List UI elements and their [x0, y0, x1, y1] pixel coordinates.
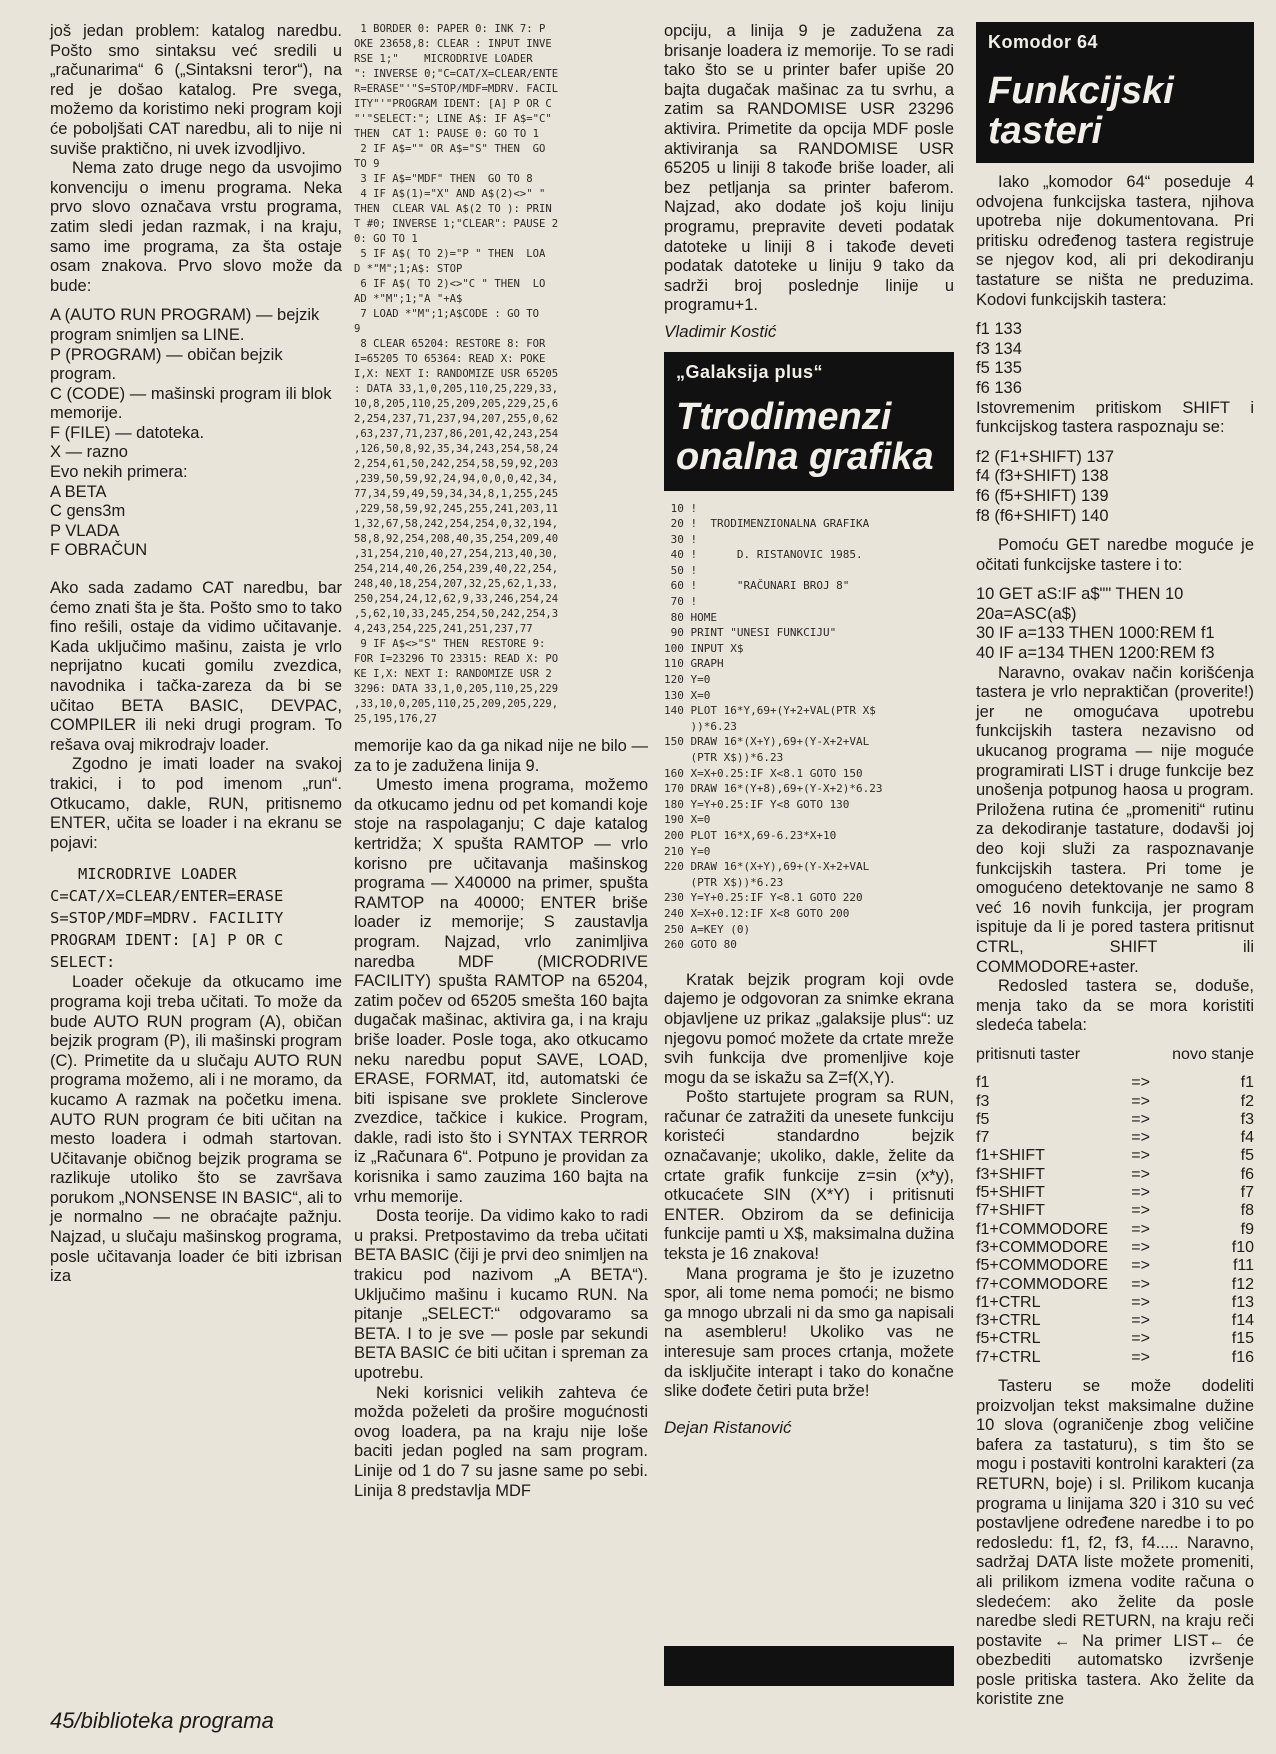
paragraph: Istovremenim pritiskom SHIFT i funkcijskog tastera raspoznaju se: [976, 398, 1254, 437]
table-row: f3 => f2 [976, 1092, 1254, 1110]
type-item: F (FILE) — datoteka. [50, 423, 205, 442]
table-row: f5+COMMODORE => f11 [976, 1257, 1254, 1275]
paragraph: opciju, a linija 9 je zadužena za brisanje loadera iz memorije. To se radi tako što se u printer bafer upiše 20 bajta dugačak mašinac za tu svrhu, a zatim sa RANDOMISE USR 23296 aktivira. Primetite da opcija MDF posle aktiviranja sa RANDOMISE USR 65205 u liniji 8 takođe briše loader, ali bez petljanja sa printer baferom. Najzad, ako dodate još koju liniju programu, prepravite deveti podatak datoteke u liniji 8 i takođe deveti podatak datoteke u liniju 9 tako da sadrži broj poslednje linije u programu+1. [664, 22, 954, 315]
paragraph: Mana programa je što je izuzetno spor, ali tome nema pomoći; ne bismo ga mnogo ubrzali ni da smo ga napisali na asembleru! Ukoliko vas ne interesuje sam proces crtanja, možete da isključite interapt i tako do konačne slike dođete četiri puta brže! [664, 1264, 954, 1401]
table-header: novo stanje [1172, 1045, 1254, 1063]
table-row: f5+CTRL => f15 [976, 1330, 1254, 1348]
banner-kicker: Komodor 64 [988, 32, 1099, 52]
paragraph: Tasteru se može dodeliti proizvoljan tekst maksimalne dužine 10 slova (ograničenje zbog veličine bafera za tastaturu), s tim što se mogu i postaviti kontrolni karakteri (za RETURN, boje) i sl. Prilikom kucanja programa u linijama 320 i 310 su već postavljene određene naredbe i to po redosledu: f1, f2, f3, f4..... Naravno, sadržaj DATA liste možete promeniti, ali prilikom izmena vodite računa o sledećem: ako želite da posle naredbe sledi RETURN, na kraju reči postavite ← Na primer LIST← će obezbediti automatsko izvršenje posle pritiska tastera. Ako želite da koristite zne [976, 1376, 1254, 1709]
column-4 [976, 22, 1254, 1710]
loader-listing: 1 BORDER 0: PAPER 0: INK 7: P OKE 23658,8: CLEAR : INPUT INVE RSE 1;" MICRODRIVE LOADER ": INVERSE 0;"C=CAT/X=CLEAR/ENTE R=ERASE"'"S=STOP/MDF=MDRV. FACIL ITY"'"PROGRAM IDENT: [A] P OR C "'"SELECT:"; LINE A$: IF A$="C" THEN CAT 1: PAUSE 0: GO TO 1 2 IF A$="" OR A$="S" THEN GO TO 9 3 IF A$="MDF" THEN GO TO 8 4 IF A$(1)="X" AND A$(2)<>" " THEN CLEAR VAL A$(2 TO ): PRIN T #0; INVERSE 1;"CLEAR": PAUSE 2 0: GO TO 1 5 IF A$( TO 2)="P " THEN LOA D *"M";1;A$: STOP 6 IF A$( TO 2)<>"C " THEN LO AD *"M";1;"A "+A$ 7 LOAD *"M";1;A$CODE : GO TO 9 8 CLEAR 65204: RESTORE 8: FOR I=65205 TO 65364: READ X: POKE I,X: NEXT I: RANDOMIZE USR 65205 : DATA 33,1,0,205,110,25,229,33, 10,8,205,110,25,209,205,229,25,6 2,254,237,71,237,94,207,255,0,62 ,63,237,71,237,86,201,42,243,254 ,126,50,8,92,35,34,243,254,58,24 2,254,61,50,242,254,58,59,92,203 ,239,50,59,92,24,94,0,0,0,42,34, 77,34,59,49,59,34,34,8,1,255,245 ,229,58,59,92,245,255,241,203,11 1,32,67,58,242,254,254,0,32,194, 58,8,92,254,208,40,35,254,209,40 ,31,254,210,40,27,254,213,40,30, 254,214,40,26,254,239,40,22,254, 248,40,18,254,207,32,25,62,1,33, 250,254,24,12,62,9,33,246,254,24 ,5,62,10,33,245,254,50,242,254,3 4,243,254,225,241,251,237,77 9 IF A$<>"S" THEN RESTORE 9: FOR I=23296 TO 23315: READ X: PO KE I,X: NEXT I: RANDOMIZE USR 2 3296: DATA 33,1,0,205,110,25,229 ,33,10,0,205,110,25,209,205,229, 25,195,176,27 [354, 23, 559, 725]
table-header: pritisnuti taster [976, 1045, 1081, 1063]
example-item: A BETA [50, 482, 107, 501]
intro-paragraph: još jedan problem: katalog naredbu. Pošto smo sintaksu već sredili u „računarima“ 6 („Sintaksni teror“), na red je došao katalog. Pre svega, možemo da koristimo neki program koji će poboljšati CAT naredbu, ali to nije ni suviše praktično, ni uvek izvodljivo. [50, 22, 342, 158]
paragraph: Nema zato druge nego da usvojimo konvenciju o imenu programa. Neka prvo slovo označava vrstu programa, zatim sledi jedan razmak, i na kraju, samo ime programa, za šta ostaje osam znakova. Prvo slovo može da bude: [50, 159, 342, 295]
table-row: f1 => f1 [976, 1074, 1254, 1092]
paragraph: Ako sada zadamo CAT naredbu, bar ćemo znati šta je šta. Pošto smo to tako fino rešili, ostaje da vidimo učitavanje. Kada uključimo mašinu, zaista je vrlo neprijatno kucati gomilu zvezdica, navodnika i tačka-zareza da bi se učitao BETA BASIC, DEVPAC, COMPILER ili neki drugi program. To rešava ovaj mikrodrajv loader. [50, 579, 342, 754]
code-item: f3 134 [976, 339, 1022, 358]
code-item: f4 (f3+SHIFT) 138 [976, 467, 1109, 486]
type-item: X — razno [50, 443, 128, 462]
code-line: 10 GET aS:IF a$"" THEN 10 [976, 585, 1184, 604]
decorative-black-bar [664, 1646, 954, 1686]
graphics-listing: 10 ! 20 ! TRODIMENZIONALNA GRAFIKA 30 ! 40 ! D. RISTANOVIC 1985. 50 ! 60 ! "RAČUNARI BROJ 8" 70 ! 80 HOME 90 PRINT "UNESI FUNKCIJU" 100 INPUT X$ 110 GRAPH 120 Y=0 130 X=0 140 PLOT 16*Y,69+(Y+2+VAL(PTR X$ ))*6.23 150 DRAW 16*(X+Y),69+(Y-X+2+VAL (PTR X$))*6.23 160 X=X+0.25:IF X<8.1 GOTO 150 170 DRAW 16*(Y+8),69+(Y-X+2)*6.23 180 Y=Y+0.25:IF Y<8 GOTO 130 190 X=0 200 PLOT 16*X,69-6.23*X+10 210 Y=0 220 DRAW 16*(X+Y),69+(Y-X+2+VAL (PTR X$))*6.23 230 Y=Y+0.25:IF Y<8.1 GOTO 220 240 X=X+0.12:IF X<8 GOTO 200 250 A=KEY (0) 260 GOTO 80 [664, 501, 883, 952]
paragraph: Pomoću GET naredbe moguće je očitati funkcijske tastere i to: [976, 536, 1254, 574]
type-item: A (AUTO RUN PROGRAM) — bejzik program snimljen sa LINE. [50, 306, 320, 344]
table-row: f7+COMMODORE => f12 [976, 1275, 1254, 1293]
article-banner-komodor [976, 22, 1254, 163]
table-row: f1+CTRL => f13 [976, 1293, 1254, 1311]
type-item: P (PROGRAM) — običan bejzik program. [50, 345, 283, 384]
column-3 [664, 22, 954, 1437]
example-item: C gens3m [50, 502, 126, 521]
screen-line: C=CAT/X=CLEAR/ENTER=ERASE [50, 887, 284, 906]
table-row: f7+CTRL => f16 [976, 1348, 1254, 1366]
paragraph: Neki korisnici velikih zahteva će možda poželeti da prošire mogućnosti ovog loadera, pa na kraju nije loše baciti jedan pogled na sam program. Linije od 1 do 7 su jasne same po sebi. Linija 8 predstavlja MDF [354, 1383, 648, 1500]
table-row: f3+COMMODORE => f10 [976, 1238, 1254, 1256]
paragraph: Loader očekuje da otkucamo ime programa koji treba učitati. To može da bude AUTO RUN program (A), običan bejzik program (P), ili mašinski program (C). Primetite da u slučaju AUTO RUN programa možemo, ali i ne moramo, da kucamo A razmak na početku imena. AUTO RUN program će biti učitan na mesto loadera i odmah startovan. Učitavanje običnog bejzik programa se razlikuje utoliko što se završava porukom „NONSENSE IN BASIC“, ali to je normalno — ne obraćajte pažnju. Najzad, u slučaju mašinskog programa, posle učitavanja loader će biti izbrisan iza [50, 973, 342, 1286]
code-item: f1 133 [976, 320, 1022, 339]
column-1 [50, 22, 342, 1287]
table-row: f7 => f4 [976, 1129, 1254, 1147]
author-byline: Vladimir Kostić [664, 321, 777, 341]
type-item: C (CODE) — mašinski program ili blok memorije. [50, 384, 332, 423]
example-item: F OBRAČUN [50, 541, 148, 560]
table-row: f1+COMMODORE => f9 [976, 1220, 1254, 1238]
screen-line: S=STOP/MDF=MDRV. FACILITY [50, 909, 284, 928]
paragraph: Redosled tastera se, doduše, menja tako da se mora koristiti sledeća tabela: [976, 977, 1254, 1035]
paragraph: Naravno, ovakav način korišćenja tastera je vrlo nepraktičan (proverite!) jer ne omogućava upotrebu funkcijskih tastera nezavisno od ukucanog programa — nije moguće programirati LIST i druge funkcije bez unošenja potpunog haosa u program. Priložena rutina će „promeniti“ rutinu za dekodiranje tastature, dodavši joj deo koji služi za raspoznavanje funkcijskih tastera. Pri tome je omogućeno detektovanje ne samo 8 već 16 novih funkcija, jer program ispituje da li je pored tastera pritisnut CTRL, SHIFT ili COMMODORE+aster. [976, 663, 1254, 976]
code-item: f5 135 [976, 359, 1022, 378]
code-line: 20a=ASC(a$) [976, 604, 1077, 623]
author-byline: Dejan Ristanović [664, 1417, 792, 1437]
paragraph: Zgodno je imati loader na svakoj trakici, i to pod imenom „run“. Otkucamo, dakle, RUN, pritisnemo ENTER, učita se loader i na ekranu se pojavi: [50, 755, 342, 852]
screen-line: SELECT: [50, 953, 116, 972]
paragraph: Umesto imena programa, možemo da otkucamo jednu od pet komandi koje stoje na raspolaganju; C daje katalog kertridža; X spušta RAMTOP — vrlo korisno pre učitavanja mašinskog programa — X40000 na primer, spušta RAMTOP na 40000; ENTER briše loader iz memorije; S zaustavlja program. Najzad, vrlo zanimljiva naredba MDF (MICRODRIVE FACILITY) spušta RAMTOP na 65204, zatim počev od 65205 smešta 160 bajta dugačak mašinac, aktivira ga, i na kraju briše loader. Posle toga, ako otkucamo neku naredbu poput SAVE, LOAD, ERASE, FORMAT, itd, automatski će biti ispisane sve proklete Sinclerove zvezdice, tačkice i kukice. Program, dakle, radi isto što i SYNTAX TERROR iz „Računara 6“. Potpuno je providan za korisnika i samo zauzima 160 bajta na vrhu memorije. [354, 776, 648, 1206]
example-item: P VLADA [50, 521, 120, 540]
code-item: f6 (f5+SHIFT) 139 [976, 486, 1109, 505]
banner-headline: Funkcijski tasteri [988, 70, 1174, 152]
code-item: f2 (F1+SHIFT) 137 [976, 447, 1115, 466]
table-row: f5+SHIFT => f7 [976, 1184, 1254, 1202]
paragraph: Kratak bejzik program koji ovde dajemo je odgovoran za snimke ekrana objavljene uz prikaz „galaksije plus“: uz njegovu pomoć možete da crtate mreže svih funkcija dve promenljive koje mogu da se iskažu sa Z=f(X,Y). [664, 970, 954, 1087]
paragraph: memorije kao da ga nikad nije ne bilo — za to je zadužena linija 9. [354, 737, 648, 775]
page-footer: 45/biblioteka programa [50, 1708, 274, 1733]
screen-line: PROGRAM IDENT: [A] P OR C [50, 931, 284, 950]
code-line: 30 IF a=133 THEN 1000:REM f1 [976, 624, 1215, 643]
article-banner-galaksija [664, 352, 954, 491]
table-row: f1+SHIFT => f5 [976, 1147, 1254, 1165]
code-item: f8 (f6+SHIFT) 140 [976, 506, 1109, 525]
screen-line: MICRODRIVE LOADER [50, 865, 237, 884]
paragraph: Dosta teorije. Da vidimo kako to radi u praksi. Pretpostavimo da treba učitati BETA BASIC (čiji je prvi deo snimljen na trakicu pod nazivom „A BETA“). Uključimo mašinu i kucamo RUN. Na pitanje „SELECT:“ odgovaramo sa BETA. I to je sve — posle par sekundi BETA BASIC će biti učitan i spreman za upotrebu. [354, 1207, 648, 1382]
table-header-row [976, 1046, 1254, 1064]
paragraph: Pošto startujete program sa RUN, računar će zatražiti da unesete funkciju koristeći standardno bejzik označavanje; ukoliko, dakle, želite da crtate grafik funkcije z=sin (x*y), otkucaćete SIN (X*Y) i pritisnuti ENTER. Obzirom da se definicija funkcije pamti u X$, maksimalna dužina teksta je 16 znakova! [664, 1088, 954, 1264]
banner-kicker: „Galaksija plus“ [676, 361, 824, 382]
code-item: f6 136 [976, 378, 1022, 397]
table-row: f3+CTRL => f14 [976, 1312, 1254, 1330]
table-row: f7+SHIFT => f8 [976, 1202, 1254, 1220]
table-row: f3+SHIFT => f6 [976, 1165, 1254, 1183]
code-line: 40 IF a=134 THEN 1200:REM f3 [976, 644, 1215, 663]
banner-headline: Ttrodimenzi onalna grafika [676, 395, 934, 478]
paragraph: Iako „komodor 64“ poseduje 4 odvojena funkcijska tastera, njihova upotreba nije dokumentovana. Pri pritisku određenog tastera registruje se njegov kod, ali pri dekodiranju tastature se ništa ne preduzima. Kodovi funkcijskih tastera: [976, 173, 1254, 309]
examples-label: Evo nekih primera: [50, 463, 188, 482]
column-2 [354, 22, 648, 1501]
loader-screen [50, 863, 342, 973]
key-table [976, 1046, 1254, 1367]
table-row: f5 => f3 [976, 1110, 1254, 1128]
